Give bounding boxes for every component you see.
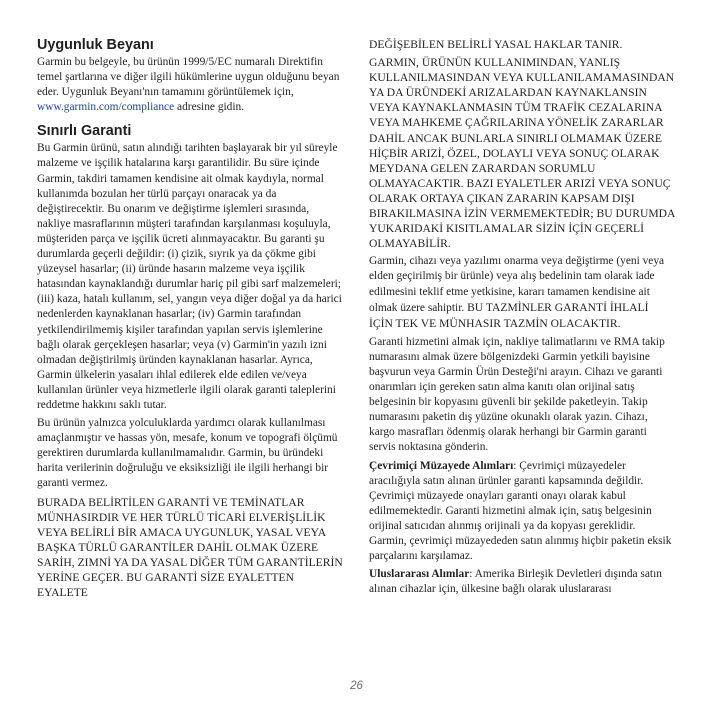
- warranty-caps-paragraph: BURADA BELİRTİLEN GARANTİ VE TEMİNATLAR MÜNHASIRDIR VE HER TÜRLÜ TİCARİ ELVERİŞLİLİK VEYA BELİRLİ BİR AMACA UYGUNLUK, YASAL VEYA BAŞKA TÜRLÜ GARANTİLER DAHİL OLMAK ÜZERE SARİH, ZIMNİ YA DA YASAL DİĞER TÜM GARANTİLERİN YERİNE GEÇER. BU GARANTİ SİZE EYALETTEN EYALETE: [37, 495, 343, 600]
- liability-paragraph: GARMIN, ÜRÜNÜN KULLANIMINDAN, YANLIŞ KULLANILMASINDAN VEYA KULLANILAMAMASINDAN YA DA ÜRÜNDEKİ ARIZALARDAN KAYNAKLANSIN VEYA KAYNAKLANMASIN TÜM TRAFİK CEZALARINA VEYA MAHKEME ÇAĞRILARINA YÖNELİK ZARARLAR DAHİL ANCAK BUNLARLA SINIRLI OLMAMAK ÜZERE HİÇBİR ARIZİ, ÖZEL, DOLAYLI VEYA SONUÇ OLARAK MEYDANA GELEN ZARARDAN SORUMLU OLMAYACAKTIR. BAZI EYALETLER ARIZİ VEYA SONUÇ OLARAK ORTAYA ÇIKAN ZARARIN KAPSAM DIŞI BIRAKILMASINA İZİN VERMEMEKTEDİR; BU DURUMDA YUKARIDAKİ KISITLAMALAR SİZİN İÇİN GEÇERLİ OLMAYABİLİR.: [369, 56, 675, 251]
- remedy-text: Garmin, cihazı veya yazılımı onarma veya değiştirme (yeni veya elden geçirilmiş bir ürünle) veya alış bedelinin tam olarak iade edilmesini teklif etme yetkisine, kararı tamamen kendisine ait olmak üzere sahiptir.: [369, 255, 665, 314]
- remedy-caps: BU TAZMİNLER GARANTİ İHLALİ İÇİN TEK VE MÜNHASIR TAZMİN OLACAKTIR.: [369, 300, 649, 330]
- international-paragraph: [369, 567, 675, 597]
- online-auction-text: : Çevrimiçi müzayedeler aracılığıyla satın alınan ürünler garanti kapsamında değildir. Çevrimiçi müzayede onayları garanti onayı olarak kabul edilmemektedir. Garanti hizmetini almak için, satış belgesinin orijinal satıcıdan alınmış orijinali ya da kopyası gereklidir. Garmin, çevrimiçi müzayededen satın alınmış hiçbir paketin eksik parçalarını karşılamaz.: [369, 459, 672, 563]
- online-auction-label: Çevrimiçi Müzayede Alımları: [369, 459, 514, 472]
- compliance-text-end: adresine gidin.: [174, 101, 245, 114]
- remedy-paragraph: [369, 254, 675, 331]
- warranty-paragraph-2: Bu ürünün yalnızca yolculuklarda yardımcı olarak kullanılması amaçlanmıştır ve hassas yön, mesafe, konum ve topografi ölçümü gerektiren durumlarda kullanılmamalıdır. Garmin, bu üründeki harita verilerinin doğruluğu ve eksiksizliği ile ilgili herhangi bir garanti vermez.: [37, 417, 338, 490]
- right-column: [369, 37, 675, 600]
- international-label: Uluslararası Alımlar: [369, 568, 470, 581]
- page-number: 26: [350, 680, 363, 692]
- warranty-paragraph-1: Bu Garmin ürünü, satın alındığı tarihten başlayarak bir yıl süreyle malzeme ve işçilik hatalarına karşı garantilidir. Bu süre içinde Garmin, takdiri tamamen kendisine ait olmak kaydıyla, normal kullanımda bozulan her türlü parçayı onaracak ya da değiştirecektir. Bu onarım ve değiştirme işlemleri sırasında, nakliye masraflarının müşteri tarafından karşılanması koşuluyla, müşteriden parça ve işçilik ücreti alınmayacaktır. Bu garanti şu durumlarda geçerli değildir: (i) çizik, sıyrık ya da çökme gibi yüzeysel hasarlar; (ii) üründe hasarın malzeme veya işçilik hatasından kaynaklandığı durumlar hariç pil gibi sarf malzemeleri; (iii) kaza, hatalı kullanım, sel, yangın veya diğer doğal ya da harici nedenlerden kaynaklanan hasarlar; (iv) Garmin tarafından yetkilendirilmemiş kişiler tarafından yapılan servis işlemlerine bağlı olarak gerçekleşen hasarlar; veya (v) Garmin'in yazılı izni olmadan değiştirilmiş üründen kaynaklanan hasarlar. Ayrıca, Garmin ülkelerin yasaları ihlal edilerek elde edilen ve/veya kullanılan ürünler veya hizmetlerle ilgili olarak garanti taleplerini reddetme hakkını saklı tutar.: [37, 142, 342, 411]
- compliance-text: Garmin bu belgeyle, bu ürünün 1999/5/EC numaralı Direktifin temel şartlarına ve diğer ilgili hükümlerine uygun olduğunu beyan eder. Uygunluk Beyanı'nın tamamını görüntülemek için,: [37, 56, 340, 99]
- legal-rights-paragraph: DEĞİŞEBİLEN BELİRLİ YASAL HAKLAR TANIR.: [369, 38, 623, 51]
- warranty-heading: Sınırlı Garanti: [37, 123, 132, 140]
- compliance-link[interactable]: www.garmin.com/compliance: [37, 101, 175, 114]
- online-auction-paragraph: [369, 459, 675, 565]
- compliance-heading: Uygunluk Beyanı: [37, 37, 154, 53]
- service-paragraph: Garanti hizmetini almak için, nakliye talimatlarını ve RMA takip numarasını almak üzere bölgenizdeki Garmin yetkili bayisine başvurun veya Garmin Ürün Desteği'ni arayın. Cihazı ve garanti onarımları için gereken satın alma kanıtı olan orijinal satış belgesinin bir kopyasını güvenli bir şekilde paketleyin. Takip numarasını paketin dış yüzüne okunaklı olarak yazın. Cihazı, kargo masrafları ödenmiş olarak herhangi bir Garmin garanti servis noktasına gönderin.: [369, 335, 665, 454]
- left-column: [37, 36, 343, 603]
- international-text: : Amerika Birleşik Devletleri dışında satın alınan cihazlar için, ülkesine bağlı olarak uluslararası: [369, 568, 662, 596]
- compliance-paragraph: [37, 55, 343, 115]
